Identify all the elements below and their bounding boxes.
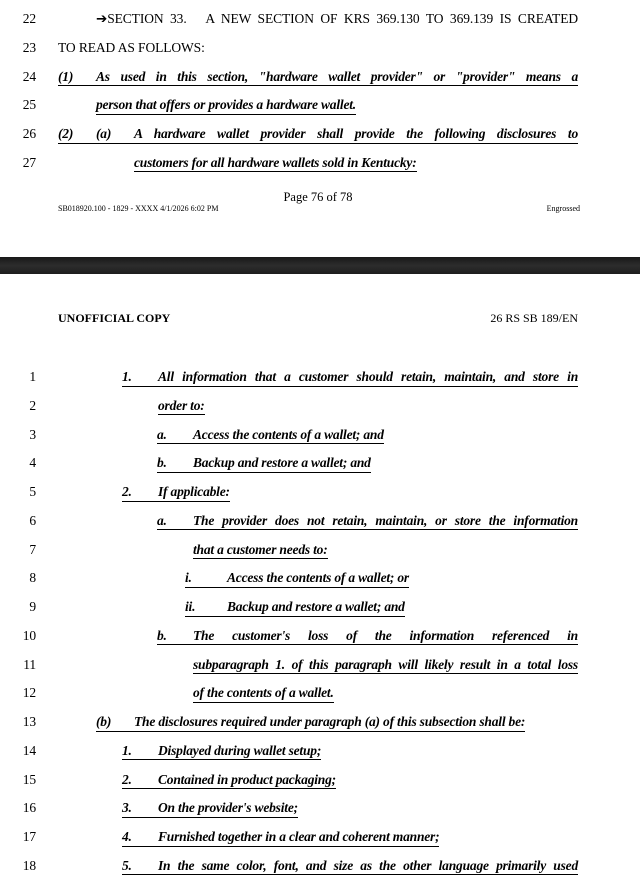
line-number: 24 [22,68,36,84]
line-number: 2 [29,397,36,413]
list-marker: 2. [122,484,132,499]
line-text: Access the contents of a wallet; and [193,426,384,442]
document-line [0,397,640,426]
line-text: In the same color, font, and size as the other language primarily used [158,857,578,873]
list-marker: (1) [58,68,74,84]
document-line [0,426,640,455]
document-line [0,656,640,685]
line-text: Contained in product packaging; [158,771,336,787]
bill-identifier-label: 26 RS SB 189/EN [490,311,578,325]
list-marker: i. [185,570,192,586]
unofficial-copy-label: UNOFFICIAL COPY [58,311,171,325]
page-separator-bar [0,257,640,274]
footer-engrossed-stamp: Engrossed [546,204,580,213]
line-text: The provider does not retain, maintain, or store the information [193,512,578,528]
line-text: If applicable: [158,484,230,499]
line-text: Access the contents of a wallet; or [227,570,409,586]
document-line [0,713,640,742]
line-text: Furnished together in a clear and coherent manner; [158,829,440,844]
list-marker: 4. [122,829,132,844]
line-number: 6 [29,512,36,528]
list-marker: ii. [185,599,196,614]
list-marker: a. [157,426,167,442]
list-marker: b. [157,627,167,643]
document-line [0,154,640,183]
document-line [0,541,640,570]
footer-draft-stamp: SB018920.100 - 1829 - XXXX 4/1/2026 6:02 PM [58,204,219,213]
line-text: Backup and restore a wallet; and [193,455,371,471]
document-line [0,771,640,800]
document-line [0,828,640,857]
line-text: ➔SECTION 33. A NEW SECTION OF KRS 369.130 TO 369.139 IS CREATED [96,11,578,26]
line-number: 25 [22,97,36,113]
line-number: 27 [22,154,36,170]
line-number: 26 [22,126,36,141]
line-number: 7 [29,541,36,557]
document-line [0,125,640,154]
document-line [0,569,640,598]
page-76-text-block [0,10,640,183]
page-number-label: Page 76 of 78 [283,190,353,204]
document-line [0,483,640,512]
line-number: 13 [22,714,36,729]
line-number: 8 [29,570,36,586]
line-number: 18 [22,857,36,873]
list-marker: (b) [96,714,112,729]
line-text: On the provider's website; [158,800,298,816]
line-text: A hardware wallet provider shall provide the following disclosures to [134,126,578,141]
list-marker: (2) [58,126,74,141]
line-text: Backup and restore a wallet; and [227,599,405,614]
list-marker: b. [157,455,167,471]
line-number: 23 [22,39,36,55]
document-line [0,68,640,97]
line-text: The disclosures required under paragraph (a) of this subsection shall be: [134,714,526,729]
line-text: The customer's loss of the information referenced in [193,627,578,643]
list-marker: 1. [122,369,132,384]
document-line [0,598,640,627]
line-text: customers for all hardware wallets sold in Kentucky: [134,154,417,170]
list-marker: 3. [122,800,132,816]
list-marker: 5. [122,857,132,873]
document-line [0,368,640,397]
document-line [0,454,640,483]
line-text: TO READ AS FOLLOWS: [58,39,205,55]
page-77-header [58,311,578,326]
document-line [0,10,640,39]
document-line [0,684,640,713]
line-number: 5 [29,484,36,499]
line-text: subparagraph 1. of this paragraph will likely result in a total loss [193,656,578,672]
list-marker: 1. [122,742,132,758]
list-marker: a. [157,512,167,528]
line-number: 3 [29,426,36,442]
document-line [0,627,640,656]
document-line [0,39,640,68]
line-text: All information that a customer should retain, maintain, and store in [158,369,578,384]
line-number: 9 [29,599,36,614]
line-number: 17 [22,829,36,844]
line-number: 14 [22,742,36,758]
line-number: 11 [23,656,36,672]
document-line [0,799,640,828]
document-line [0,96,640,125]
line-text: that a customer needs to: [193,541,328,557]
document-line [0,512,640,541]
line-number: 1 [29,369,36,384]
line-text: As used in this section, "hardware wallet provider" or "provider" means a [96,68,578,84]
line-number: 4 [29,455,36,471]
line-text: Displayed during wallet setup; [158,742,322,758]
document-line [0,857,640,876]
page-76-footer [58,204,580,213]
line-text: person that offers or provides a hardware wallet. [96,97,356,113]
line-number: 16 [22,800,36,816]
line-text: order to: [158,397,205,413]
line-number: 15 [22,771,36,787]
line-number: 12 [22,685,36,701]
line-text: of the contents of a wallet. [193,685,334,701]
page-77-text-block [0,368,640,876]
list-marker: (a) [96,126,112,141]
document-line [0,742,640,771]
line-number: 10 [22,627,36,643]
line-number: 22 [22,11,36,26]
list-marker: 2. [122,771,132,787]
